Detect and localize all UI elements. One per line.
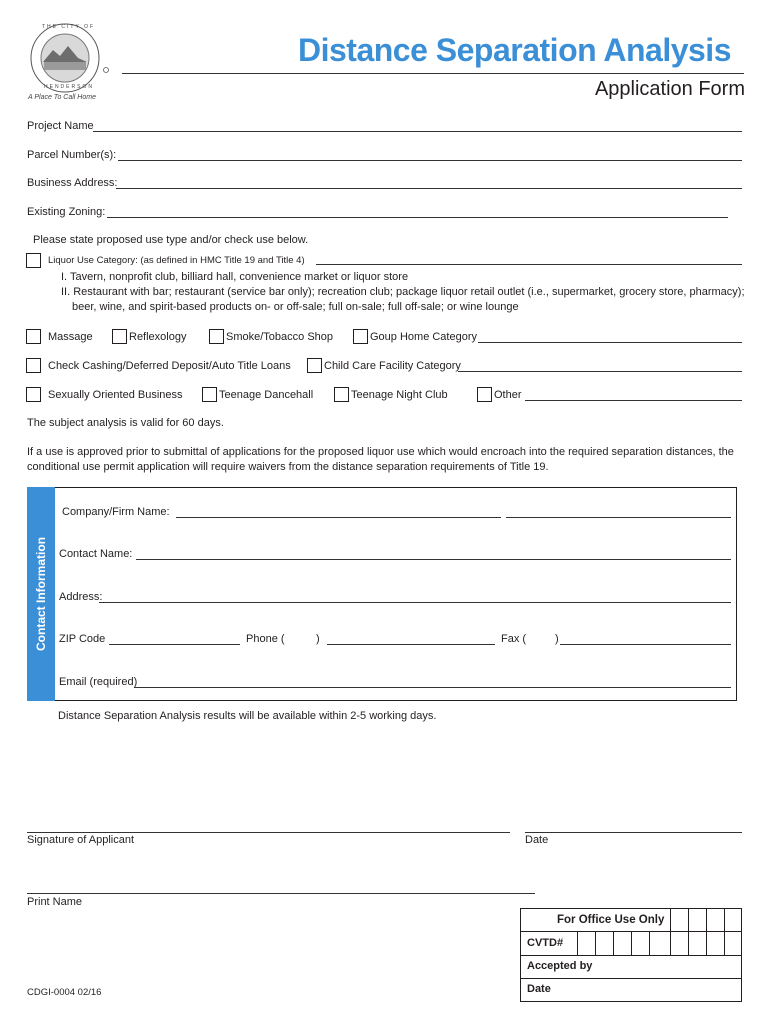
print-name-field[interactable] [27, 893, 535, 894]
business-address-field[interactable] [116, 188, 742, 189]
office-cell[interactable] [670, 932, 671, 955]
liquor-checkbox[interactable] [26, 253, 41, 268]
contact-name-field[interactable] [136, 559, 731, 560]
smoke-tobacco-checkbox[interactable] [209, 329, 224, 344]
title-underline [122, 73, 744, 74]
fax-field[interactable] [560, 644, 731, 645]
office-cell[interactable] [706, 932, 707, 955]
project-name-label: Project Name [27, 120, 94, 132]
office-cell [688, 909, 689, 932]
parcel-numbers-label: Parcel Number(s): [27, 149, 117, 161]
fax-close: ) [555, 633, 559, 645]
city-seal-icon [20, 18, 110, 104]
office-cell[interactable] [688, 932, 689, 955]
office-cell[interactable] [595, 932, 596, 955]
print-name-label: Print Name [27, 896, 83, 908]
company-field-2[interactable] [506, 517, 731, 518]
cvtd-label: CVTD# [527, 937, 564, 949]
validity-note: The subject analysis is valid for 60 days. [27, 417, 224, 429]
child-care-label: Child Care Facility Category [324, 360, 461, 372]
liquor-class-ii: II. Restaurant with bar; restaurant (service bar only); recreation club; package liquor retail outlet (i.e., supermarket, grocery store, pharmacy); [61, 286, 745, 298]
phone-label: Phone ( [246, 633, 285, 645]
page-subtitle: Application Form [594, 78, 745, 100]
office-cell [724, 909, 725, 932]
phone-close: ) [316, 633, 320, 645]
office-use-box [520, 908, 742, 1002]
office-cell[interactable] [577, 932, 578, 955]
signature-field[interactable] [27, 832, 510, 833]
sexually-oriented-checkbox[interactable] [26, 387, 41, 402]
office-use-title: For Office Use Only [557, 914, 665, 926]
child-care-field[interactable] [458, 371, 742, 372]
office-divider [521, 978, 741, 979]
signature-date-label: Date [525, 834, 549, 846]
office-cell[interactable] [724, 932, 725, 955]
form-code: CDGI-0004 02/16 [27, 987, 102, 998]
fax-label: Fax ( [501, 633, 527, 645]
group-home-label: Goup Home Category [370, 331, 477, 343]
group-home-checkbox[interactable] [353, 329, 368, 344]
company-label: Company/Firm Name: [62, 506, 170, 518]
other-checkbox[interactable] [477, 387, 492, 402]
teenage-night-club-label: Teenage Night Club [351, 389, 448, 401]
liquor-class-i: I. Tavern, nonprofit club, billiard hall, convenience market or liquor store [61, 271, 409, 283]
email-label: Email (required) [59, 676, 138, 688]
office-cell[interactable] [631, 932, 632, 955]
phone-field[interactable] [327, 644, 495, 645]
office-divider [521, 955, 741, 956]
reflexology-label: Reflexology [129, 331, 187, 343]
other-field[interactable] [525, 400, 742, 401]
existing-zoning-label: Existing Zoning: [27, 206, 106, 218]
massage-checkbox[interactable] [26, 329, 41, 344]
smoke-tobacco-label: Smoke/Tobacco Shop [226, 331, 334, 343]
address-label: Address: [59, 591, 103, 603]
sexually-oriented-label: Sexually Oriented Business [48, 389, 183, 401]
zip-field[interactable] [109, 644, 240, 645]
accepted-by-label: Accepted by [527, 960, 593, 972]
office-cell [706, 909, 707, 932]
signature-label: Signature of Applicant [27, 834, 135, 846]
teenage-dancehall-label: Teenage Dancehall [219, 389, 314, 401]
results-note: Distance Separation Analysis results will be available within 2-5 working days. [58, 710, 437, 722]
office-cell[interactable] [613, 932, 614, 955]
address-field[interactable] [99, 602, 731, 603]
office-date-label: Date [527, 983, 551, 995]
group-home-field[interactable] [478, 342, 742, 343]
check-cashing-checkbox[interactable] [26, 358, 41, 373]
project-name-field[interactable] [93, 131, 742, 132]
teenage-night-club-checkbox[interactable] [334, 387, 349, 402]
page-title: Distance Separation Analysis [298, 32, 731, 68]
massage-label: Massage [48, 331, 93, 343]
city-logo [20, 18, 110, 104]
logo-text-top: THE CITY OF [42, 24, 96, 30]
company-field[interactable] [176, 517, 501, 518]
existing-zoning-field[interactable] [107, 217, 728, 218]
liquor-label: Liquor Use Category: (as defined in HMC Title 19 and Title 4) [48, 255, 305, 266]
parcel-numbers-field[interactable] [118, 160, 742, 161]
email-field[interactable] [134, 687, 731, 688]
contact-name-label: Contact Name: [59, 548, 133, 560]
zip-label: ZIP Code [59, 633, 106, 645]
child-care-checkbox[interactable] [307, 358, 322, 373]
other-label: Other [494, 389, 522, 401]
check-cashing-label: Check Cashing/Deferred Deposit/Auto Title Loans [48, 360, 291, 372]
logo-tagline: A Place To Call Home [28, 94, 96, 101]
teenage-dancehall-checkbox[interactable] [202, 387, 217, 402]
approval-note-cont: conditional use permit application will require waivers from the distance separation requirements of Title 19. [27, 461, 549, 473]
office-cell[interactable] [649, 932, 650, 955]
contact-info-box [27, 487, 737, 701]
logo-text-bottom: HENDERSON [44, 84, 94, 90]
contact-info-tab-label: Contact Information [34, 537, 48, 651]
liquor-field[interactable] [316, 264, 742, 265]
reflexology-checkbox[interactable] [112, 329, 127, 344]
use-instruction: Please state proposed use type and/or check use below. [33, 234, 309, 246]
office-cell [670, 909, 671, 932]
signature-date-field[interactable] [525, 832, 742, 833]
approval-note: If a use is approved prior to submittal of applications for the proposed liquor use which would encroach into the required separation distances, the [27, 446, 734, 458]
business-address-label: Business Address: [27, 177, 118, 189]
liquor-class-ii-cont: beer, wine, and spirit-based products on- or off-sale; full on-sale; full off-sale; or wine lounge [72, 301, 519, 313]
